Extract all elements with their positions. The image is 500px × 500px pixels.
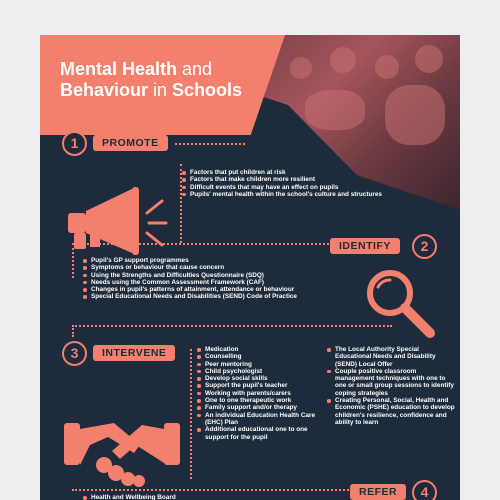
list-item: Medication (197, 346, 322, 353)
infographic-poster (40, 35, 460, 500)
list-item: Needs using the Common Assessment Framework (CAF) (83, 279, 373, 286)
list-item: Pupils' mental health within the school's culture and structures (182, 191, 452, 198)
page-title: Mental Health and Behaviour in Schools (60, 59, 243, 100)
step-1-list (182, 169, 452, 198)
list-item: One to one therapeutic work (197, 397, 322, 404)
step-1-label: PROMOTE (93, 135, 168, 151)
list-item: Family support and/or therapy (197, 404, 322, 411)
list-item: An individual Education Health Care (EHC) Plan (197, 412, 322, 427)
list-item: Using the Strengths and Difficulties Questionnaire (SDQ) (83, 272, 373, 279)
step-2-left-line (72, 243, 74, 278)
list-item: Counselling (197, 353, 322, 360)
step-3-number: 3 (62, 341, 87, 366)
step-4-label: REFER (350, 484, 406, 500)
step-3-left-line (72, 325, 74, 337)
list-item: Factors that make children more resilient (182, 176, 452, 183)
step-4-number: 4 (412, 480, 437, 500)
list-item: Child psychologist (197, 368, 322, 375)
step-3-label: INTERVENE (93, 345, 175, 361)
magnifying-glass-icon (360, 265, 445, 340)
list-item: Symptoms or behaviour that cause concern (83, 264, 373, 271)
list-item: Special Educational Needs and Disabilities (SEND) Code of Practice (83, 293, 373, 300)
list-item: Support the pupil's teacher (197, 382, 322, 389)
step-1-number: 1 (62, 131, 87, 156)
megaphone-icon (60, 183, 168, 263)
step-2-label: IDENTIFY (330, 238, 400, 254)
list-item: The Local Authority Special Educational Needs and Disability (SEND) Local Offer (327, 346, 455, 368)
list-item: Additional educational one to one support for the pupil (197, 426, 322, 441)
list-item: Factors that put children at risk (182, 169, 452, 176)
step-4-list (83, 494, 283, 500)
list-item: Changes in pupil's patterns of attainment, attendance or behaviour (83, 286, 373, 293)
step-2-3-connector (72, 325, 392, 327)
step-3-4-connector (72, 489, 352, 491)
list-item: Couple positive classroom management techniques with one to one or small group sessions to identify coping strategies (327, 368, 455, 397)
list-item: Difficult events that may have an effect on pupils (182, 184, 452, 191)
list-item: Develop social skills (197, 375, 322, 382)
step-3-list-right (327, 346, 455, 426)
step-3-list-left (197, 346, 322, 441)
step-1-2-connector (72, 243, 352, 245)
step-2-list (83, 257, 373, 301)
step-3-vertical-line (190, 349, 192, 479)
list-item: Creating Personal, Social, Health and Economic (PSHE) education to develop children's resilience, confidence and ability to learn (327, 397, 455, 426)
list-item: Health and Wellbeing Board (83, 494, 283, 500)
list-item: Peer mentoring (197, 361, 322, 368)
handshake-icon (62, 415, 182, 495)
step-1-connector (175, 143, 245, 145)
list-item: Pupil's GP support programmes (83, 257, 373, 264)
list-item: Working with parents/carers (197, 390, 322, 397)
step-2-number: 2 (412, 234, 437, 259)
